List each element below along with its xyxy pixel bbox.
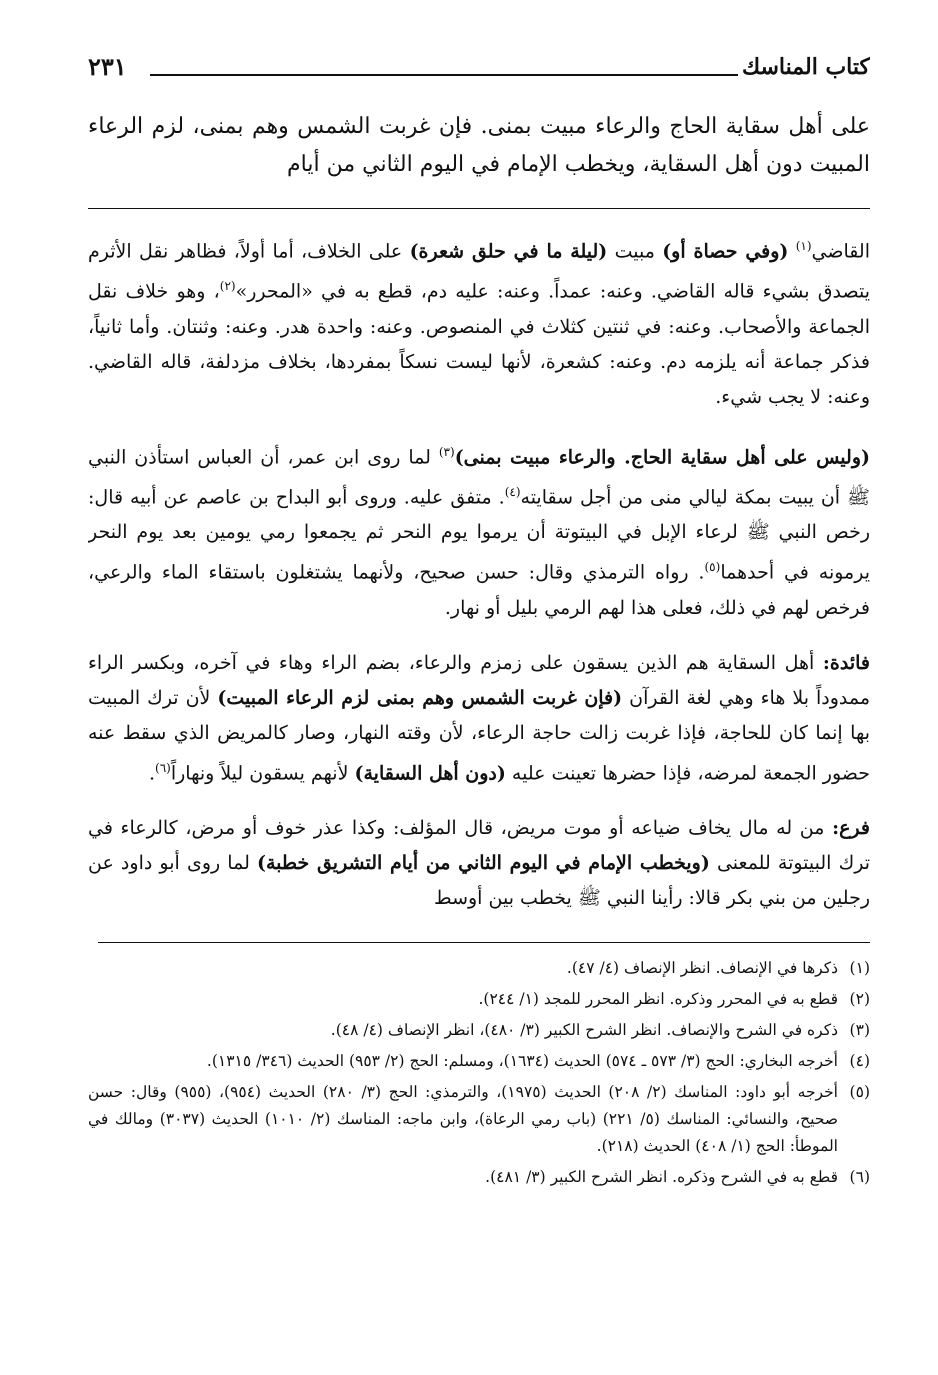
footnote-number: (٣) bbox=[849, 1020, 870, 1039]
footnote-number: (٦) bbox=[849, 1167, 870, 1186]
text-run: من له مال يخاف ضياعه أو موت مريض، قال المؤلف: وكذا عذر خوف أو مرض، كالرعاء في ترك البيتوتة للمعنى bbox=[88, 816, 870, 874]
footnote-ref: (٦) bbox=[155, 760, 171, 775]
header-rule bbox=[150, 74, 738, 76]
bold-quote: (ليلة ما في حلق شعرة) bbox=[409, 240, 608, 263]
text-run: على الخلاف، أما أولاً، فظاهر نقل الأثرم يتصدق بشيء قاله القاضي. وعنه: عمداً. وعنه: عليه دم، قطع به في «المحرر» bbox=[88, 240, 870, 303]
footnote-text: أخرجه البخاري: الحج (٣/ ٥٧٣ ـ ٥٧٤) الحديث (١٦٣٤)، ومسلم: الحج (٢/ ٩٥٣) الحديث (٣٤٦/ ١٣١٥). bbox=[206, 1051, 838, 1070]
page-number: ٢٣١ bbox=[88, 52, 127, 81]
sharh-paragraph-3 bbox=[88, 646, 870, 791]
footnote-number: (٢) bbox=[849, 989, 870, 1008]
text-run: لما روى أبو داود عن رجلين من بني بكر قالا: رأينا النبي ﷺ يخطب بين أوسط bbox=[88, 851, 870, 909]
footnote-text: قطع به في المحرر وذكره. انظر المحرر للمجد (١/ ٢٤٤). bbox=[478, 989, 838, 1008]
text-run bbox=[788, 240, 795, 262]
footnote-number: (٤) bbox=[849, 1051, 870, 1070]
text-run: مبيت bbox=[607, 240, 663, 263]
footnote-text: أخرجه أبو داود: المناسك (٢/ ٢٠٨) الحديث (١٩٧٥)، والترمذي: الحج (٣/ ٢٨٠) الحديث (٩٥٤)، (٩٥٥) وقال: حسن صحيح، والنسائي: المناسك (٥/ ٢٢١) (باب رمي الرعاة)، وابن ماجه: المناسك (٢/ ١٠١٠) الحديث (٣٠٣٧) ومالك في الموطأ: الحج (١/ ٤٠٨) الحديث (٢١٨). bbox=[88, 1082, 838, 1155]
footnote-item bbox=[88, 1164, 870, 1191]
book-page bbox=[88, 50, 870, 1340]
chapter-title: كتاب المناسك bbox=[741, 54, 870, 80]
text-run: القاضي bbox=[811, 240, 870, 263]
footnote-ref: (١) bbox=[795, 239, 812, 253]
footnote-item bbox=[88, 1048, 870, 1075]
sharh-paragraph-4 bbox=[88, 811, 870, 916]
footnote-ref: (٢) bbox=[219, 279, 236, 294]
footnote-number: (٥) bbox=[849, 1082, 870, 1101]
text-run: لأن ترك المبيت بها إنما كان للحاجة، فإذا غربت زالت حاجة الرعاء، لأن وقته النهار، وصار كالمريض الذي سقط عنه حضور الجمعة لمرضه، فإذا حضرها تعينت عليه bbox=[88, 686, 870, 784]
matn-text: على أهل سقاية الحاج والرعاء مبيت بمنى. فإن غربت الشمس وهم بمنى، لزم الرعاء المبيت دون أهل السقاية، ويخطب الإمام في اليوم الثاني من أيام bbox=[88, 114, 870, 177]
footnotes bbox=[88, 955, 870, 1191]
running-header bbox=[88, 50, 870, 94]
footnote-number: (١) bbox=[849, 958, 870, 977]
footnote-text: ذكره في الشرح والإنصاف. انظر الشرح الكبير (٣/ ٤٨٠)، انظر الإنصاف (٤/ ٤٨). bbox=[330, 1020, 838, 1039]
footnote-ref: (٣) bbox=[438, 444, 455, 459]
matn-separator bbox=[88, 208, 870, 209]
footnote-ref: (٤) bbox=[504, 484, 521, 499]
footnote-text: ذكرها في الإنصاف. انظر الإنصاف (٤/ ٤٧). bbox=[566, 958, 838, 977]
sharh-paragraph-1 bbox=[88, 229, 870, 415]
text-run: . متفق عليه. وروى أبو البداح بن عاصم عن أبيه قال: رخص النبي ﷺ لرعاء الإبل في البيتوتة أن يرموا يوم النحر ثم يجمعوا رمي يومين بعد يوم النحر يرمونه في أحدهما bbox=[88, 486, 870, 584]
bold-label: فرع: bbox=[832, 816, 870, 839]
footnote-item bbox=[88, 1079, 870, 1160]
text-run: لما روى ابن عمر، أن العباس استأذن النبي ﷺ أن يبيت بمكة ليالي منى من أجل سقايته bbox=[88, 445, 870, 509]
text-run: أهل السقاية هم الذين يسقون على زمزم والرعاء، بضم الراء وهاء في آخره، وبكسر الراء ممدوداً بلا هاء وهي لغة القرآن bbox=[88, 651, 870, 709]
footnote-text: قطع به في الشرح وذكره. انظر الشرح الكبير (٣/ ٤٨١). bbox=[485, 1167, 838, 1186]
footnote-item bbox=[88, 955, 870, 982]
bold-quote: (فإن غربت الشمس وهم بمنى لزم الرعاء المبيت) bbox=[217, 686, 623, 709]
text-run: . bbox=[148, 761, 156, 784]
text-run: لأنهم يسقون ليلاً ونهاراً bbox=[170, 761, 355, 784]
bold-quote: (ويخطب الإمام في اليوم الثاني من أيام التشريق خطبة) bbox=[257, 851, 710, 874]
footnote-item bbox=[88, 1017, 870, 1044]
sharh-paragraph-2 bbox=[88, 435, 870, 626]
bold-quote: (وفي حصاة أو) bbox=[662, 240, 789, 263]
bold-label: فائدة: bbox=[822, 651, 870, 674]
bold-quote: (دون أهل السقاية) bbox=[354, 761, 506, 784]
footnote-separator bbox=[98, 942, 870, 943]
text-run: ، وهو خلاف نقل الجماعة والأصحاب. وعنه: في ثنتين كثلاث في المنصوص. وعنه: واحدة هدر. وعنه: وثنتان. وأما ثانياً، فذكر جماعة أنه يلزمه دم. وعنه: كشعرة، لأنها ليست نسكاً بمفردها، بخلاف مزدلفة، قاله القاضي. وعنه: لا يجب شيء. bbox=[88, 280, 870, 408]
footnote-item bbox=[88, 986, 870, 1013]
bold-quote: (وليس على أهل سقاية الحاج. والرعاء مبيت بمنى) bbox=[454, 445, 870, 468]
footnote-ref: (٥) bbox=[704, 560, 721, 575]
text-run: . رواه الترمذي وقال: حسن صحيح، ولأنهما يشتغلون باستقاء الماء والرعي، فرخص لهم في ذلك، فعلى هذا لهم الرمي بليل أو نهار. bbox=[88, 561, 870, 619]
